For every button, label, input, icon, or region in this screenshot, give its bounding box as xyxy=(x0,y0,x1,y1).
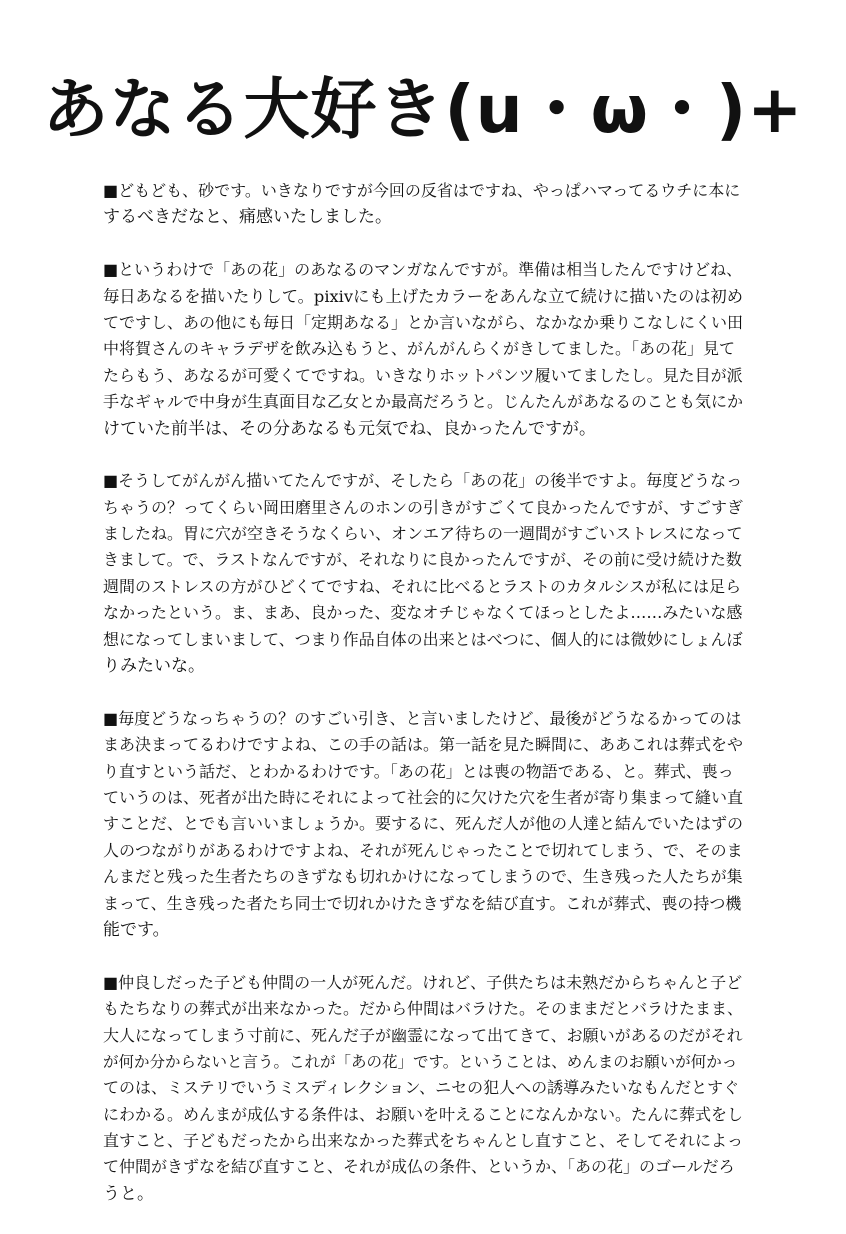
text-line: にわかる。めんまが成仏する条件は、お願いを叶えることになんかない。たんに葬式をし xyxy=(103,1104,743,1124)
text-line: きまして。で、ラストなんですが、それなりに良かったんですが、その前に受け続けた数 xyxy=(103,550,742,570)
paragraph xyxy=(103,468,743,679)
paragraph xyxy=(103,257,743,442)
paragraph xyxy=(103,706,743,944)
text-line: 人のつながりがあるわけですよね、それが死んじゃったことで切れてしまう、で、そのま xyxy=(103,840,743,860)
text-line: 能です。 xyxy=(103,919,170,940)
text-line: て仲間がきずなを結び直すこと、それが成仏の条件、というか、「あの花」のゴールだろ xyxy=(103,1157,735,1177)
text-line: 直すこと、子どもだったから出来なかった葬式をちゃんとし直すこと、そしてそれによっ xyxy=(103,1131,743,1151)
text-line: 手なギャルで中身が生真面目な乙女とか最高だろうと。じんたんがあなるのことも気にか xyxy=(103,392,743,412)
text-line: り直すという話だ、とわかるわけです。「あの花」とは喪の物語である、と。葬式、喪っ xyxy=(103,761,734,781)
text-line: ましたね。胃に穴が空きそうなくらい、オンエア待ちの一週間がすごいストレスになって xyxy=(103,524,743,544)
text-line: ■そうしてがんがん描いてたんですが、そしたら「あの花」の後半ですよ。毎度どうなっ xyxy=(103,471,743,491)
text-line: するべきだなと、痛感いたしました。 xyxy=(103,207,392,228)
paragraph xyxy=(103,178,743,231)
paragraph xyxy=(103,970,743,1208)
text-line: すことだ、とでも言いいましょうか。要するに、死んだ人が他の人達と結んでいたはずの xyxy=(103,814,743,834)
text-line: なかったという。ま、まあ、良かった、変なオチじゃなくてほっとしたよ……みたいな感 xyxy=(103,603,743,623)
text-line: が何か分からないと言う。これが「あの花」です。ということは、めんまのお願いが何かっ xyxy=(103,1052,738,1071)
text-line: てのは、ミステリでいうミスディレクション、ニセの犯人への誘導みたいなもんだとすぐ xyxy=(103,1078,740,1098)
text-line: 毎日あなるを描いたりして。pixivにも上げたカラーをあんな立て続けに描いたのは初め xyxy=(103,286,743,306)
text-line: まあ決まってるわけですよね、この手の話は。第一話を見た瞬間に、ああこれは葬式をや xyxy=(103,735,743,755)
text-line: 週間のストレスの方がひどくてですね、それに比べるとラストのカタルシスが私には足ら xyxy=(103,576,742,596)
text-line: たらもう、あなるが可愛くてですね。いきなりホットパンツ履いてましたし。見た目が派 xyxy=(103,365,743,385)
page-title: あなる大好き(u・ω・)+ xyxy=(42,71,804,148)
text-line: 中将賀さんのキャラデザを飲み込もうと、がんがんらくがきしてました。「あの花」見て xyxy=(103,339,736,359)
text-line: ていうのは、死者が出た時にそれによって社会的に欠けた穴を生者が寄り集まって縫い直 xyxy=(103,787,743,807)
text-line: ■どもども、砂です。いきなりですが今回の反省はですね、やっぱハマってるウチに本に xyxy=(103,181,741,200)
text-line: てですし、あの他にも毎日「定期あなる」とか言いながら、なかなか乗りこなしにくい田 xyxy=(103,312,743,332)
text-line: ■仲良しだった子ども仲間の一人が死んだ。けれど、子供たちは未熟だからちゃんと子ど xyxy=(103,972,743,992)
text-line: もたちなりの葬式が出来なかった。だから仲間はバラけた。そのままだとバラけたまま、 xyxy=(103,999,743,1019)
body-text xyxy=(103,178,743,1234)
text-line: んまだと残った生者たちのきずなも切れかけになってしまうので、生き残った人たちが集 xyxy=(103,867,743,887)
text-line: まって、生き残った者たち同士で切れかけたきずなを結び直す。これが葬式、喪の持つ機 xyxy=(103,893,742,913)
text-line: ■というわけで「あの花」のあなるのマンガなんですが。準備は相当したんですけどね、 xyxy=(103,260,743,280)
text-line: うと。 xyxy=(103,1183,154,1204)
text-line: りみたいな。 xyxy=(103,656,205,677)
text-line: 想になってしまいまして、つまり作品自体の出来とはべつに、個人的には微妙にしょんぼ xyxy=(103,629,743,649)
text-line: 大人になってしまう寸前に、死んだ子が幽霊になって出てきて、お願いがあるのだがそれ xyxy=(103,1025,743,1045)
text-line: けていた前半は、その分あなるも元気でね、良かったんですが。 xyxy=(103,418,596,439)
text-line: ■毎度どうなっちゃうの？のすごい引き、と言いましたけど、最後がどうなるかってのは xyxy=(103,708,742,728)
text-line: ちゃうの？ってくらい岡田磨里さんのホンの引きがすごくて良かったんですが、すごすぎ xyxy=(103,497,743,517)
